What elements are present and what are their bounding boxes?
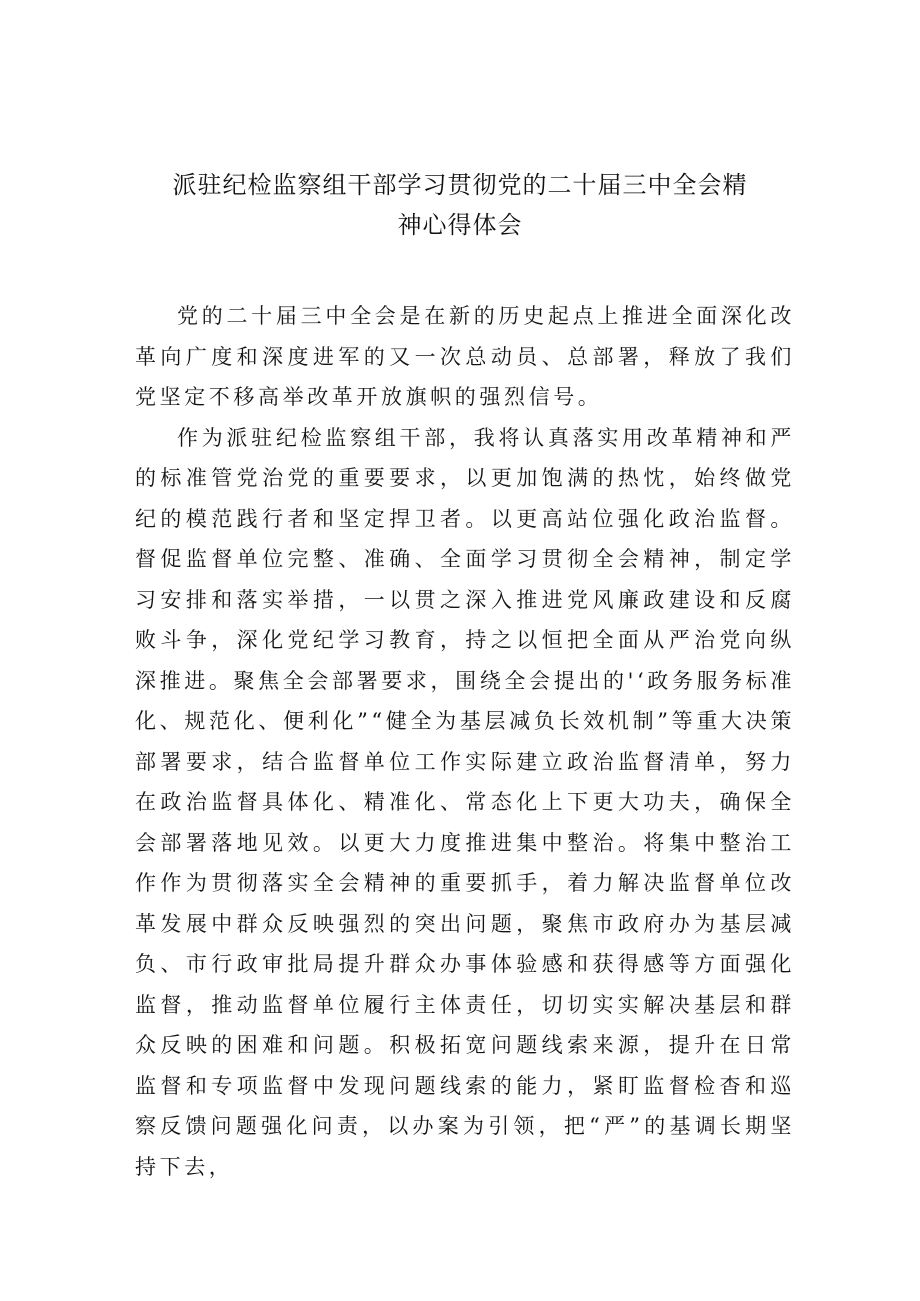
document-body bbox=[135, 296, 795, 1187]
title-line-2: 神心得体会 bbox=[397, 211, 523, 239]
title-line-1: 派驻纪检监察组干部学习贯彻党的二十届三中全会精 bbox=[172, 171, 748, 199]
paragraph-2: 作为派驻纪检监察组干部，我将认真落实用改革精神和严的标准管党治党的重要要求，以更加饱满的热忱，始终做党纪的模范践行者和坚定捍卫者。以更高站位强化政治监督。督促监督单位完整、准确、全面学习贯彻全会精神，制定学习安排和落实举措，一以贯之深入推进党风廉政建设和反腐败斗争，深化党纪学习教育，持之以恒把全面从严治党向纵深推进。聚焦全会部署要求，围绕全会提出的'‘政务服务标准化、规范化、便利化”“健全为基层减负长效机制”等重大决策部署要求，结合监督单位工作实际建立政治监督清单，努力在政治监督具体化、精准化、常态化上下更大功夫，确保全会部署落地见效。以更大力度推进集中整治。将集中整治工作作为贯彻落实全会精神的重要抓手，着力解决监督单位改革发展中群众反映强烈的突出问题，聚焦市政府办为基层减负、市行政审批局提升群众办事体验感和获得感等方面强化监督，推动监督单位履行主体责任，切切实实解决基层和群众反映的困难和问题。积极拓宽问题线索来源，提升在日常监督和专项监督中发现问题线索的能力，紧盯监督检杳和巡察反馈问题强化问责，以办案为引领，把“严”的基调长期坚持下去， bbox=[135, 425, 795, 1179]
document-title bbox=[150, 165, 770, 245]
paragraph-1: 党的二十届三中全会是在新的历史起点上推进全面深化改革向广度和深度进军的又一次总动员、总部署，释放了我们党坚定不移高举改革开放旗帜的强烈信号。 bbox=[135, 304, 795, 409]
